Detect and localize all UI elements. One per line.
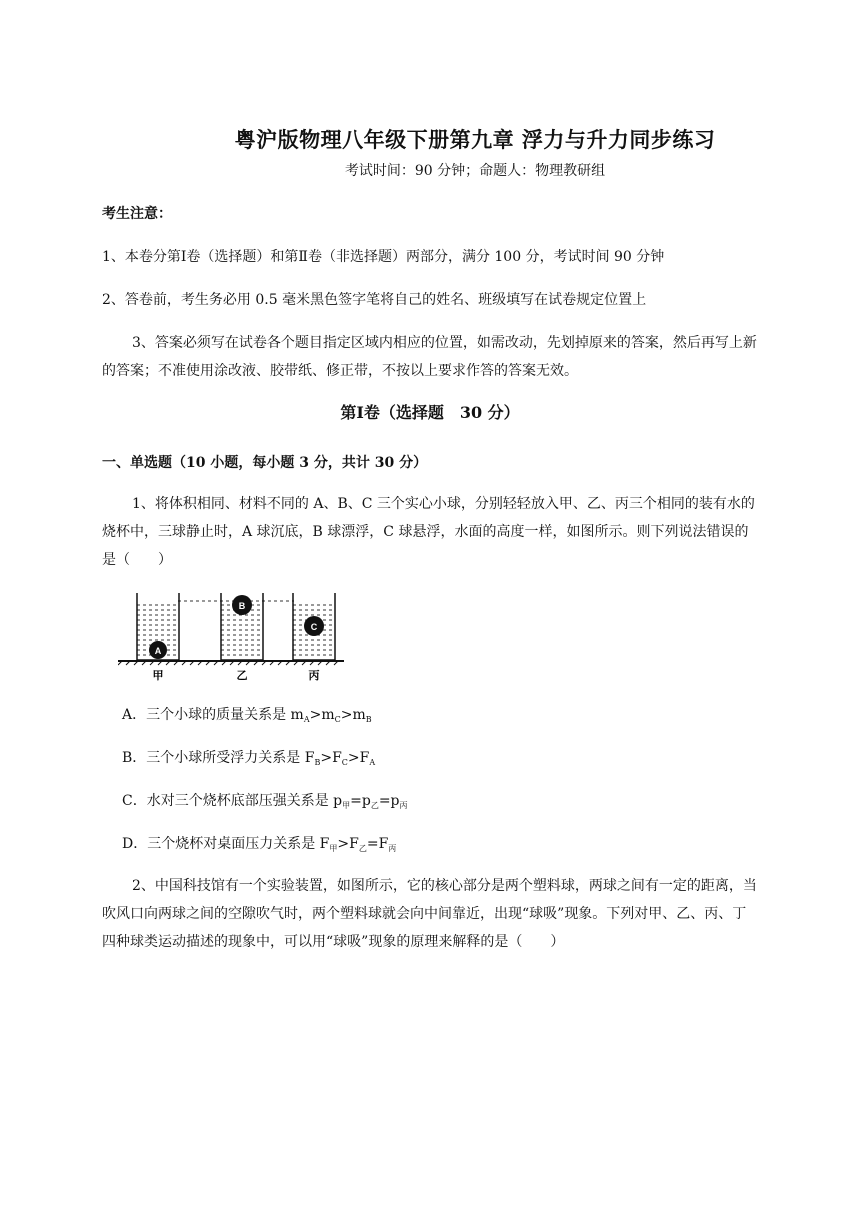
notice-item-2: 2、答卷前，考生务必用 0.5 毫米黑色签字笔将自己的姓名、班级填写在试卷规定位置上 [102, 292, 647, 308]
ball-b-label: B [238, 601, 246, 611]
notice-item-1: 1、本卷分第Ⅰ卷（选择题）和第Ⅱ卷（非选择题）两部分，满分 100 分，考试时间 90 分钟 [102, 249, 665, 265]
cup-label-bing: 丙 [308, 669, 320, 682]
option-a: A．三个小球的质量关系是 $m_A>m_C>m_B$ [122, 707, 372, 724]
ball-a-label: A [154, 646, 162, 656]
notice-item-3: 3、答案必须写在试卷各个题目指定区域内相应的位置，如需改动，先划掉原来的答案，然后再写上新的答案；不准使用涂改液、胶带纸、修正带，不按以上要求作答的答案无效。 [102, 335, 757, 379]
question-2-stem: 2、中国科技馆有一个实验装置，如图所示，它的核心部分是两个塑料球，两球之间有一定的距离，当吹风口向两球之间的空隙吹气时，两个塑料球就会向中间靠近，出现“球吸”现象。下列对甲、乙、丙、丁四种球类运动描述的现象中，可以用“球吸”现象的原理来解释的是（ ） [102, 878, 757, 950]
option-b: B．三个小球所受浮力关系是 $F_B>F_C>F_A$ [122, 750, 376, 767]
question-1-stem: 1、将体积相同、材料不同的 A、B、C 三个实心小球，分别轻轻放入甲、乙、丙三个相同的装有水的烧杯中，三球静止时，A 球沉底，B 球漂浮，C 球悬浮，水面的高度一样，如图所示。则下列说法错误的是（ ） [102, 496, 755, 568]
beakers-figure [118, 588, 344, 684]
cup-label-yi: 乙 [236, 669, 248, 682]
option-d: D．三个烧杯对桌面压力关系是 $F_甲>F_乙=F_丙$ [122, 836, 397, 853]
page-title: 粤沪版物理八年级下册第九章 浮力与升力同步练习 [234, 127, 716, 152]
option-c: C．水对三个烧杯底部压强关系是 $p_甲=p_乙=p_丙$ [122, 793, 408, 810]
notice-heading: 考生注意： [102, 206, 172, 222]
part-heading: 一、单选题（10 小题，每小题 3 分，共计 30 分） [102, 455, 428, 471]
exam-info: 考试时间：90 分钟；命题人：物理教研组 [344, 163, 606, 179]
ball-c-label: C [310, 622, 318, 632]
section-title: 第Ⅰ卷（选择题 30 分） [340, 403, 520, 422]
cup-label-jia: 甲 [152, 669, 164, 682]
